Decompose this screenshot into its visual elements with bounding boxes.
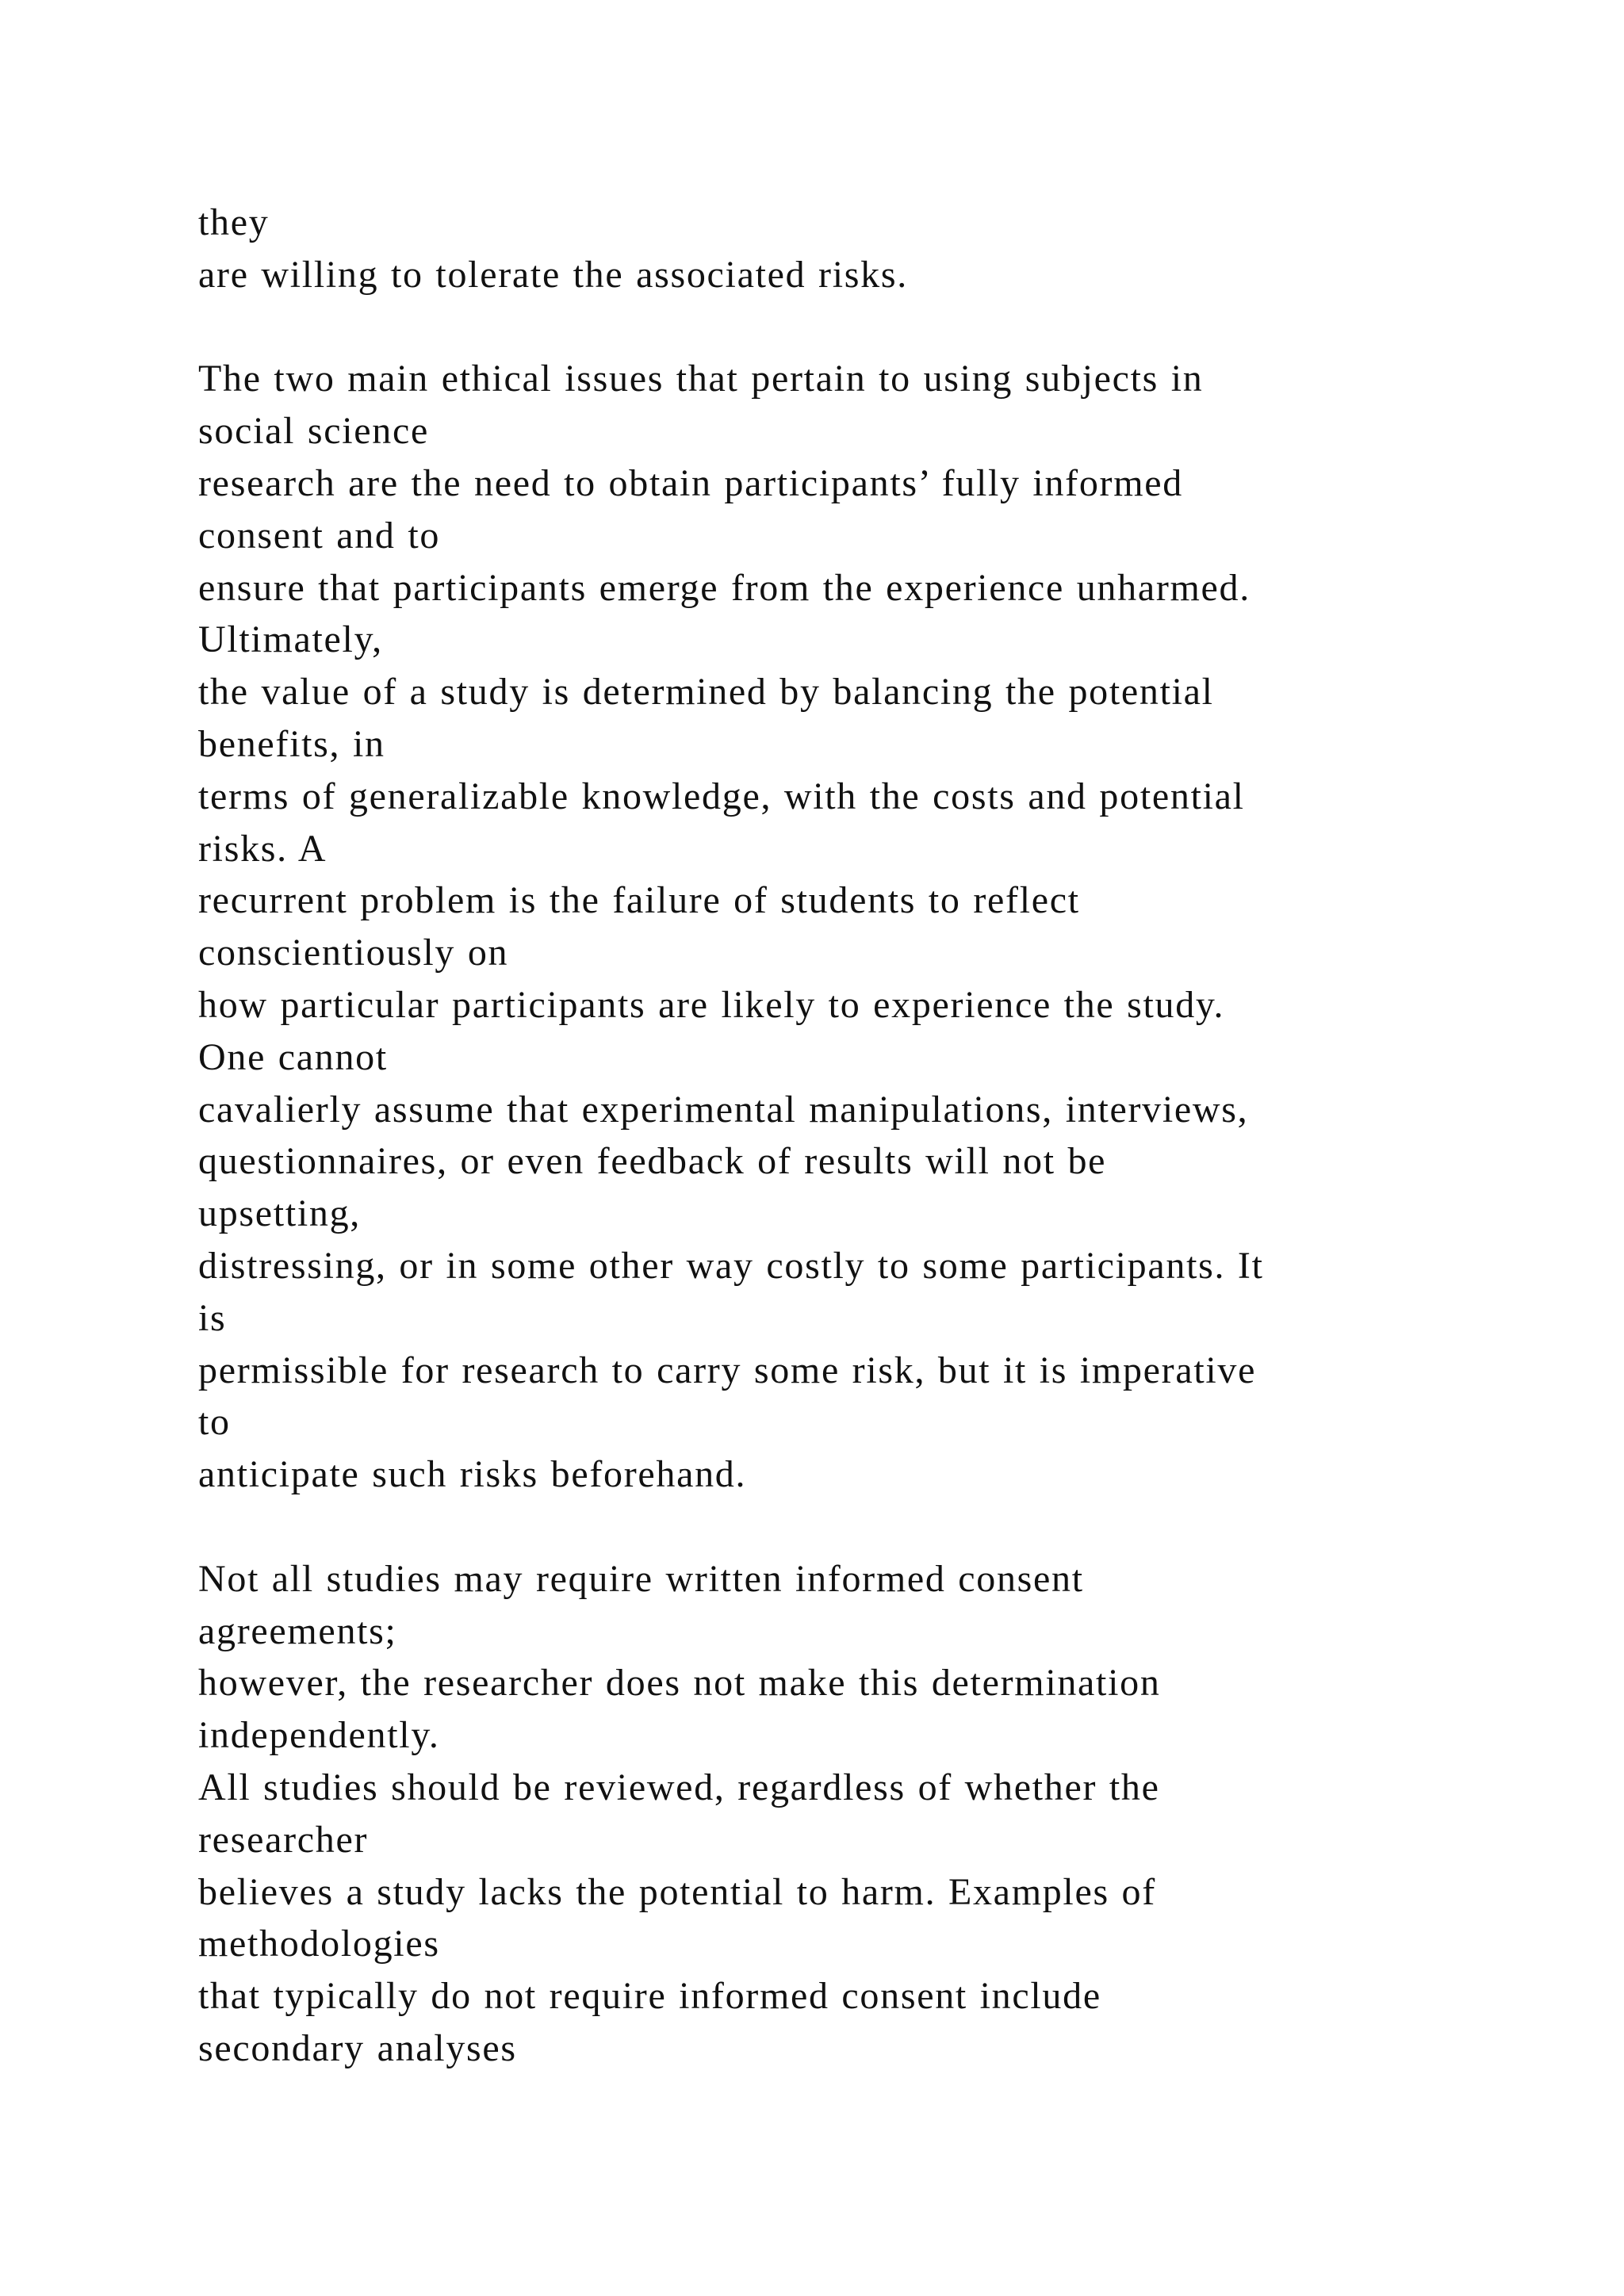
text-line: benefits, in [198, 722, 385, 765]
text-line: questionnaires, or even feedback of results will not be [198, 1140, 1107, 1183]
text-line: Not all studies may require written informed consent [198, 1557, 1084, 1600]
text-line: the value of a study is determined by balancing the potential [198, 671, 1214, 714]
text-line: ensure that participants emerge from the experience unharmed. [198, 566, 1251, 609]
text-line: is [198, 1296, 227, 1339]
text-line: risks. A [198, 827, 327, 870]
paragraph-1 [198, 197, 1546, 301]
text-line: anticipate such risks beforehand. [198, 1453, 747, 1496]
text-line: that typically do not require informed consent include [198, 1975, 1101, 2018]
text-line: The two main ethical issues that pertain to using subjects in [198, 358, 1204, 400]
text-line: upsetting, [198, 1192, 361, 1235]
text-line: distressing, or in some other way costly to some participants. It [198, 1244, 1264, 1287]
text-line: Ultimately, [198, 618, 383, 661]
paragraph-2 [198, 353, 1546, 1501]
text-line: permissible for research to carry some risk, but it is imperative [198, 1349, 1257, 1391]
text-line: All studies should be reviewed, regardless of whether the [198, 1766, 1160, 1808]
text-line: are willing to tolerate the associated risks. [198, 253, 908, 296]
text-line: conscientiously on [198, 932, 509, 974]
text-line: research are the need to obtain participants’ fully informed [198, 461, 1183, 504]
body-text [198, 197, 1546, 2075]
paragraph-3 [198, 1553, 1546, 2075]
text-line: however, the researcher does not make this determination [198, 1662, 1161, 1705]
text-line: consent and to [198, 514, 441, 557]
text-line: recurrent problem is the failure of students to reflect [198, 879, 1080, 922]
text-line: secondary analyses [198, 2026, 517, 2069]
text-line: they [198, 201, 270, 243]
paragraph-gap [198, 301, 1546, 354]
text-line: to [198, 1401, 231, 1444]
text-line: One cannot [198, 1035, 388, 1078]
text-line: terms of generalizable knowledge, with the costs and potential [198, 775, 1245, 817]
text-line: agreements; [198, 1609, 397, 1652]
text-line: cavalierly assume that experimental manipulations, interviews, [198, 1088, 1249, 1131]
text-line: believes a study lacks the potential to harm. Examples of [198, 1870, 1156, 1913]
text-line: researcher [198, 1818, 369, 1861]
text-line: independently. [198, 1714, 440, 1757]
text-line: methodologies [198, 1923, 440, 1965]
text-line: social science [198, 410, 429, 453]
paragraph-gap [198, 1501, 1546, 1553]
text-line: how particular participants are likely to experience the study. [198, 983, 1225, 1026]
